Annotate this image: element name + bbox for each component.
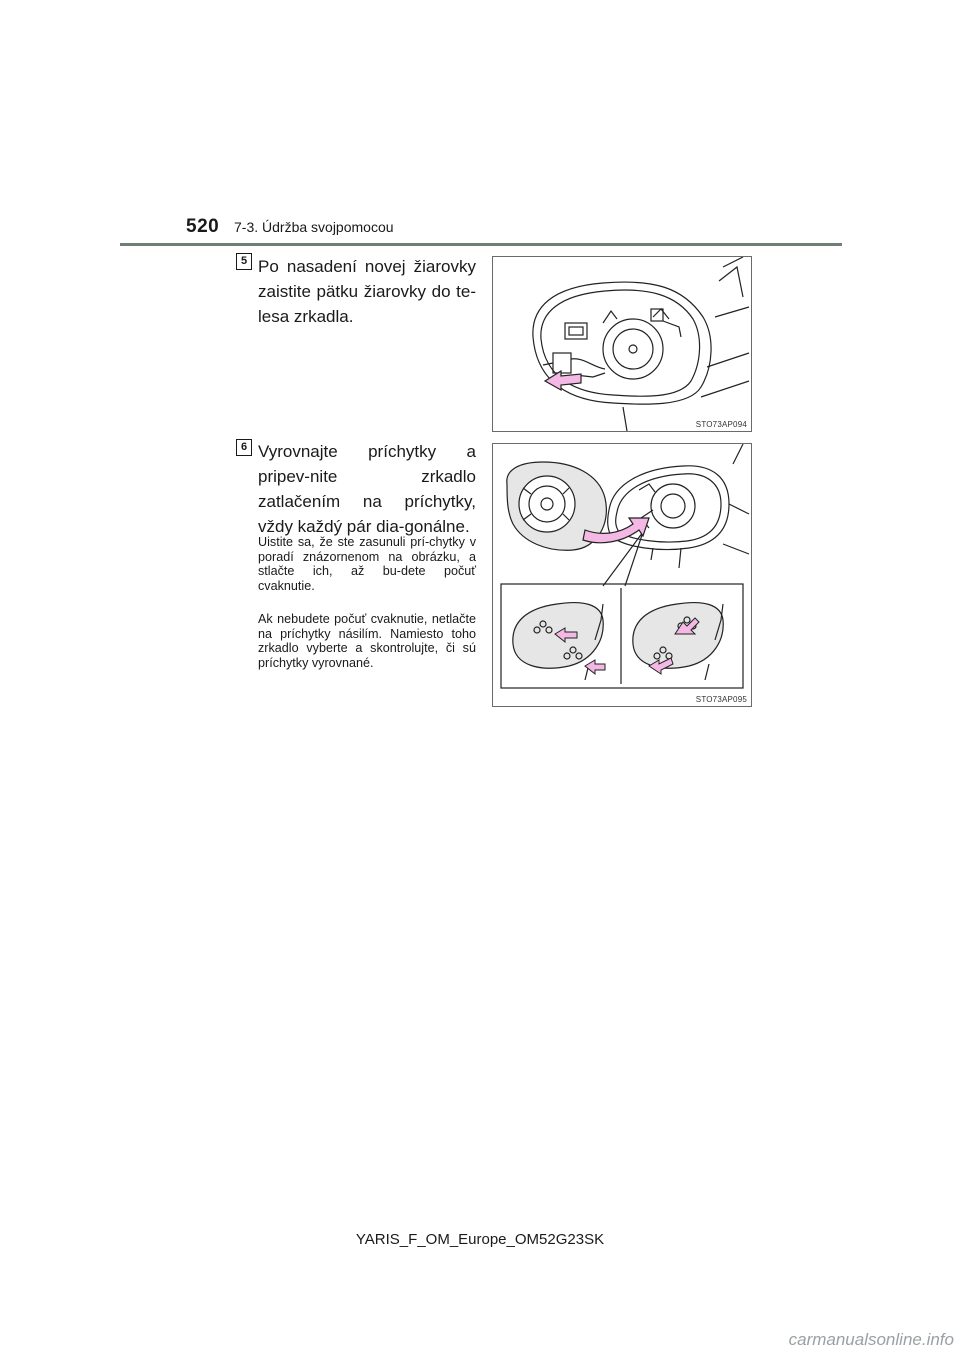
figure-mirror-install [492, 443, 752, 707]
mirror-bulb-illustration [493, 257, 751, 431]
figure-code: STO73AP094 [695, 420, 747, 429]
step-6-text: Vyrovnajte príchytky a pripev-nite zrkadlo zatlačením na príchytky, vždy každý pár dia-gonálne. [258, 442, 476, 536]
page-number: 520 [186, 216, 220, 237]
watermark: carmanualsonline.info [788, 1330, 954, 1349]
figure-mirror-bulb [492, 256, 752, 432]
step-5-number: 5 [236, 253, 252, 270]
press-arrow-icon [585, 660, 605, 674]
figure-code: STO73AP095 [695, 695, 747, 704]
step-5-text: Po nasadení novej žiarovky zaistite pätku žiarovky do te-lesa zrkadla. [258, 257, 476, 326]
step-6-number: 6 [236, 439, 252, 456]
step-6-note-2: Ak nebudete počuť cvaknutie, netlačte na príchytky násilím. Namiesto toho zrkadlo vyberte a skontrolujte, či sú príchytky vyrovnané. [258, 612, 476, 670]
header-rule [120, 243, 842, 246]
step-6-note-1: Uistite sa, že ste zasunuli prí-chytky v poradí znázornenom na obrázku, a stlačte ich, až bu-dete počuť cvaknutie. [258, 535, 476, 593]
mirror-install-illustration [493, 444, 751, 706]
footer-doc-id: YARIS_F_OM_Europe_OM52G23SK [355, 1231, 605, 1248]
section-title: 7-3. Údržba svojpomocou [234, 219, 394, 235]
